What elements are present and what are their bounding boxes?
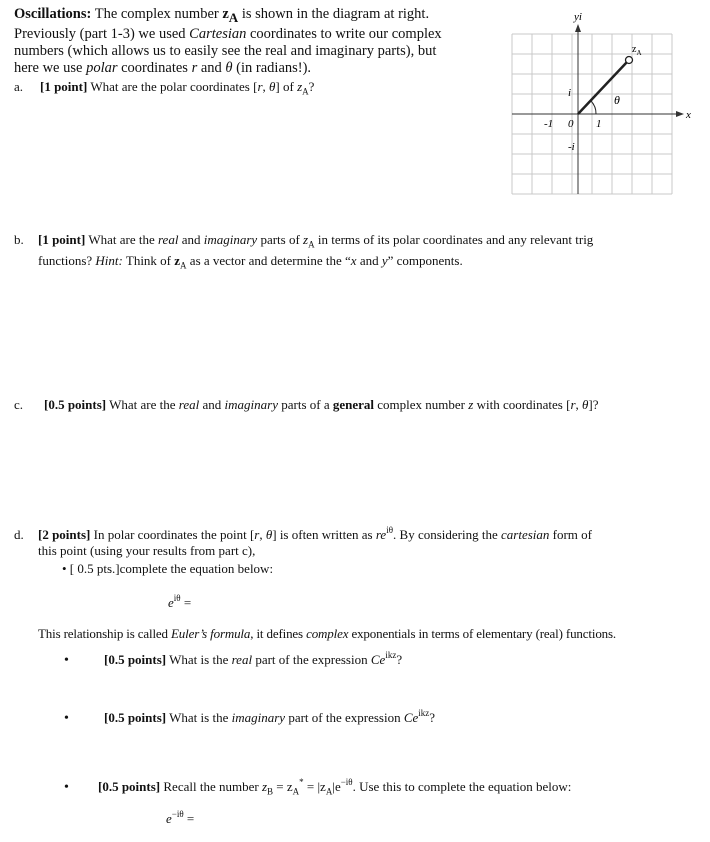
question-a: a. [1 point] What are the polar coordinates [r, θ] of $z_A$?	[14, 79, 315, 97]
intro-paragraph	[14, 6, 484, 77]
za-point	[626, 57, 633, 64]
bullet-imaginary-part: • [0.5 points] What is the imaginary part of the expression $Ce^{ikz}$?	[64, 707, 436, 726]
za-label: $z_A$	[632, 44, 642, 57]
intro-line-1: Oscillations: The complex number $z_A$ is shown in the diagram at right.	[14, 6, 430, 25]
points-label: [0.5 points]	[104, 652, 167, 667]
question-label: a.	[14, 79, 24, 94]
intro-line-4: here we use polar coordinates r and θ (in radians!).	[14, 59, 312, 76]
points-label: [0.5 points]	[44, 397, 107, 412]
x-axis-label: x	[686, 109, 691, 121]
points-label: [2 points]	[38, 527, 91, 542]
section-title: Oscillations:	[14, 6, 92, 22]
angle-label: θ	[614, 93, 620, 107]
bullet-icon: •	[64, 780, 69, 795]
tick-label-i: i	[568, 87, 572, 99]
y-axis-label: yi	[574, 11, 582, 23]
tick-label-neg1: -1	[544, 118, 554, 130]
sub-bullet-complete-equation: • [ 0.5 pts.]complete the equation below:	[62, 561, 274, 576]
question-d: d. [2 points] In polar coordinates the point [r, θ] is often written as $re^{i\theta}$. By considering the cartesian form of this point (using your results from part c),	[14, 524, 592, 558]
complex-plane-diagram	[492, 4, 702, 204]
question-label: c.	[14, 397, 24, 412]
x-axis-arrow-icon	[676, 111, 684, 117]
intro-line-3: numbers (which allows us to easily see the real and imaginary parts), but	[14, 42, 437, 59]
euler-formula-note: This relationship is called Euler’s formula, it defines complex exponentials in terms of elementary (real) functions.	[38, 626, 617, 641]
equation-e-itheta: $e^{i\theta}$ =	[168, 592, 192, 610]
tick-label-0: 0	[568, 118, 574, 130]
points-label: [1 point]	[40, 79, 88, 94]
points-label: [0.5 points]	[98, 779, 161, 794]
points-label: [1 point]	[38, 232, 86, 247]
question-c: c. [0.5 points] What are the real and imaginary parts of a general complex number z with coordinates [r, θ]?	[14, 397, 599, 412]
tick-label-1: 1	[596, 118, 602, 130]
equation-e-neg-itheta: $e^{-i\theta}$ =	[166, 808, 195, 826]
bullet-icon: •	[64, 711, 69, 726]
bullet-recall-zb: • [0.5 points] Recall the number $z_B = z_A^* = |z_A|e^{-i\theta}$. Use this to complete the equation below:	[64, 776, 572, 797]
y-axis-arrow-icon	[575, 24, 581, 32]
question-label: b.	[14, 232, 24, 247]
bullet-real-part: • [0.5 points] What is the real part of the expression $Ce^{ikz}$?	[64, 649, 403, 668]
points-label: [0.5 points]	[104, 710, 167, 725]
intro-line-2: Previously (part 1-3) we used Cartesian coordinates to write our complex	[14, 25, 442, 42]
question-b: b. [1 point] What are the real and imaginary parts of $z_A$ in terms of its polar coordinates and any relevant trig functions? Hint: Think of $z_A$ as a vector and determine the “x and y” components.	[14, 232, 594, 271]
bullet-icon: •	[64, 653, 69, 668]
question-label: d.	[14, 527, 24, 542]
tick-label-neg-i: -i	[568, 141, 575, 153]
